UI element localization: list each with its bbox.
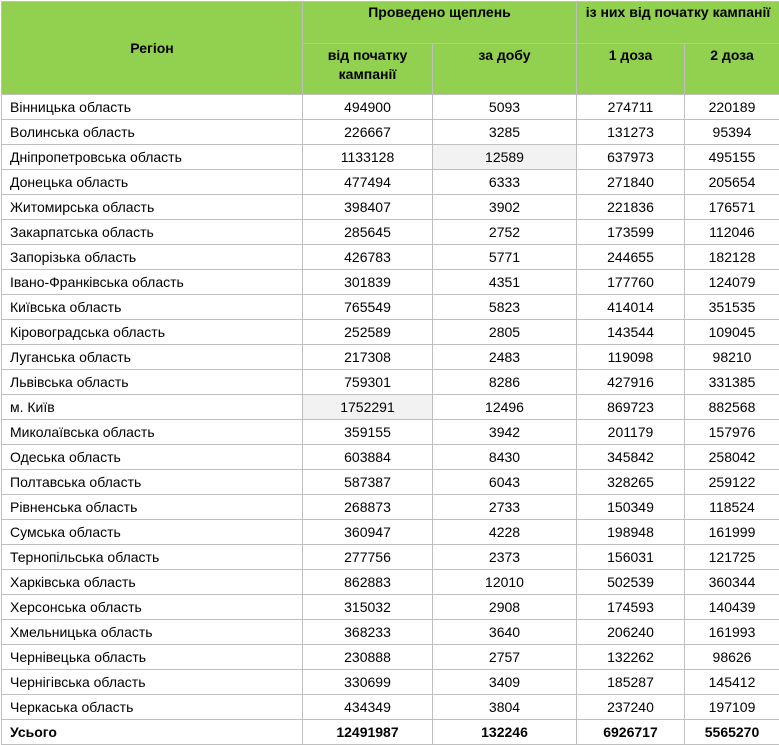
table-row — [2, 370, 779, 395]
cell-region: Львівська область — [2, 370, 303, 395]
cell-dose1: 150349 — [577, 495, 685, 520]
cell-since-start: 426783 — [303, 245, 433, 270]
cell-dose1: 185287 — [577, 670, 685, 695]
cell-per-day: 4351 — [433, 270, 577, 295]
cell-dose2: 205654 — [685, 170, 779, 195]
cell-dose1: 502539 — [577, 570, 685, 595]
cell-per-day: 5771 — [433, 245, 577, 270]
cell-region: Чернігівська область — [2, 670, 303, 695]
header-vaccinations: Проведено щеплень — [303, 2, 577, 44]
cell-dose2: 112046 — [685, 220, 779, 245]
total-cell-dose2: 5565270 — [685, 720, 779, 745]
cell-since-start: 862883 — [303, 570, 433, 595]
cell-dose1: 345842 — [577, 445, 685, 470]
table-row — [2, 420, 779, 445]
table-row — [2, 570, 779, 595]
cell-dose2: 118524 — [685, 495, 779, 520]
cell-per-day: 8286 — [433, 370, 577, 395]
cell-region: Тернопільська область — [2, 545, 303, 570]
cell-since-start: 759301 — [303, 370, 433, 395]
cell-per-day: 2757 — [433, 645, 577, 670]
cell-per-day: 3804 — [433, 695, 577, 720]
cell-per-day: 3409 — [433, 670, 577, 695]
cell-dose1: 131273 — [577, 120, 685, 145]
header-dose1: 1 доза — [577, 44, 685, 95]
cell-per-day: 8430 — [433, 445, 577, 470]
cell-since-start: 315032 — [303, 595, 433, 620]
cell-region: Житомирська область — [2, 195, 303, 220]
cell-dose2: 98210 — [685, 345, 779, 370]
cell-per-day: 3285 — [433, 120, 577, 145]
table-row — [2, 95, 779, 120]
cell-since-start: 301839 — [303, 270, 433, 295]
cell-dose1: 237240 — [577, 695, 685, 720]
table-row — [2, 120, 779, 145]
cell-per-day: 2752 — [433, 220, 577, 245]
cell-region: Київська область — [2, 295, 303, 320]
table-row — [2, 245, 779, 270]
cell-dose2: 360344 — [685, 570, 779, 595]
cell-region: Луганська область — [2, 345, 303, 370]
cell-dose1: 156031 — [577, 545, 685, 570]
cell-dose1: 173599 — [577, 220, 685, 245]
cell-dose2: 220189 — [685, 95, 779, 120]
cell-region: Чернівецька область — [2, 645, 303, 670]
table-row — [2, 170, 779, 195]
cell-per-day: 5823 — [433, 295, 577, 320]
cell-since-start: 398407 — [303, 195, 433, 220]
cell-since-start: 587387 — [303, 470, 433, 495]
cell-since-start: 252589 — [303, 320, 433, 345]
cell-dose2: 176571 — [685, 195, 779, 220]
cell-region: Запорізька область — [2, 245, 303, 270]
cell-region: Харківська область — [2, 570, 303, 595]
cell-region: Рівненська область — [2, 495, 303, 520]
table-row — [2, 670, 779, 695]
table-row — [2, 495, 779, 520]
cell-dose2: 98626 — [685, 645, 779, 670]
table-row — [2, 270, 779, 295]
cell-region: Хмельницька область — [2, 620, 303, 645]
cell-dose1: 274711 — [577, 95, 685, 120]
cell-since-start: 1133128 — [303, 145, 433, 170]
cell-region: Сумська область — [2, 520, 303, 545]
cell-dose2: 351535 — [685, 295, 779, 320]
table-row — [2, 195, 779, 220]
header-per-day: за добу — [433, 44, 577, 95]
table-row — [2, 645, 779, 670]
header-region: Регіон — [2, 2, 303, 95]
cell-since-start: 494900 — [303, 95, 433, 120]
cell-dose2: 109045 — [685, 320, 779, 345]
total-cell-region: Усього — [2, 720, 303, 745]
cell-region: Полтавська область — [2, 470, 303, 495]
cell-region: Вінницька область — [2, 95, 303, 120]
cell-region: Волинська область — [2, 120, 303, 145]
cell-dose1: 869723 — [577, 395, 685, 420]
cell-per-day: 12496 — [433, 395, 577, 420]
table-row — [2, 620, 779, 645]
cell-dose2: 124079 — [685, 270, 779, 295]
header-row-top — [2, 2, 779, 44]
cell-per-day: 2373 — [433, 545, 577, 570]
cell-per-day: 2908 — [433, 595, 577, 620]
cell-since-start: 603884 — [303, 445, 433, 470]
cell-since-start: 330699 — [303, 670, 433, 695]
cell-dose2: 161999 — [685, 520, 779, 545]
cell-since-start: 1752291 — [303, 395, 433, 420]
cell-since-start: 230888 — [303, 645, 433, 670]
cell-dose1: 328265 — [577, 470, 685, 495]
cell-since-start: 277756 — [303, 545, 433, 570]
cell-region: Донецька область — [2, 170, 303, 195]
cell-dose1: 201179 — [577, 420, 685, 445]
header-of-which: із них від початку кампанії — [577, 2, 779, 44]
cell-per-day: 2733 — [433, 495, 577, 520]
cell-region: Миколаївська область — [2, 420, 303, 445]
table-row — [2, 470, 779, 495]
cell-dose1: 198948 — [577, 520, 685, 545]
cell-region: Кіровоградська область — [2, 320, 303, 345]
cell-since-start: 434349 — [303, 695, 433, 720]
cell-dose1: 221836 — [577, 195, 685, 220]
cell-since-start: 285645 — [303, 220, 433, 245]
total-cell-since-start: 12491987 — [303, 720, 433, 745]
cell-dose1: 177760 — [577, 270, 685, 295]
cell-since-start: 226667 — [303, 120, 433, 145]
cell-dose2: 197109 — [685, 695, 779, 720]
table-row — [2, 695, 779, 720]
cell-dose1: 174593 — [577, 595, 685, 620]
cell-dose1: 206240 — [577, 620, 685, 645]
cell-dose2: 882568 — [685, 395, 779, 420]
total-row — [2, 720, 779, 745]
cell-dose2: 495155 — [685, 145, 779, 170]
cell-region: м. Київ — [2, 395, 303, 420]
cell-region: Херсонська область — [2, 595, 303, 620]
table-row — [2, 395, 779, 420]
table-row — [2, 220, 779, 245]
cell-dose2: 95394 — [685, 120, 779, 145]
cell-dose2: 161993 — [685, 620, 779, 645]
table-row — [2, 295, 779, 320]
cell-dose2: 259122 — [685, 470, 779, 495]
cell-dose2: 331385 — [685, 370, 779, 395]
table-row — [2, 595, 779, 620]
cell-per-day: 2805 — [433, 320, 577, 345]
vaccination-table — [1, 1, 779, 745]
cell-dose1: 271840 — [577, 170, 685, 195]
total-cell-per-day: 132246 — [433, 720, 577, 745]
cell-region: Дніпропетровська область — [2, 145, 303, 170]
table-header — [2, 2, 779, 95]
cell-dose1: 143544 — [577, 320, 685, 345]
cell-region: Закарпатська область — [2, 220, 303, 245]
cell-per-day: 6333 — [433, 170, 577, 195]
cell-dose1: 132262 — [577, 645, 685, 670]
cell-since-start: 217308 — [303, 345, 433, 370]
cell-dose2: 182128 — [685, 245, 779, 270]
cell-dose2: 140439 — [685, 595, 779, 620]
cell-dose2: 121725 — [685, 545, 779, 570]
cell-per-day: 5093 — [433, 95, 577, 120]
cell-per-day: 3640 — [433, 620, 577, 645]
cell-dose2: 258042 — [685, 445, 779, 470]
cell-since-start: 765549 — [303, 295, 433, 320]
cell-dose2: 145412 — [685, 670, 779, 695]
cell-per-day: 2483 — [433, 345, 577, 370]
cell-per-day: 3942 — [433, 420, 577, 445]
cell-region: Івано-Франківська область — [2, 270, 303, 295]
table-row — [2, 545, 779, 570]
table-body — [2, 95, 779, 745]
header-dose2: 2 доза — [685, 44, 779, 95]
cell-per-day: 3902 — [433, 195, 577, 220]
cell-region: Одеська область — [2, 445, 303, 470]
cell-dose2: 157976 — [685, 420, 779, 445]
table-row — [2, 520, 779, 545]
cell-dose1: 414014 — [577, 295, 685, 320]
cell-per-day: 12589 — [433, 145, 577, 170]
cell-dose1: 119098 — [577, 345, 685, 370]
table-row — [2, 320, 779, 345]
cell-since-start: 360947 — [303, 520, 433, 545]
cell-per-day: 6043 — [433, 470, 577, 495]
cell-since-start: 268873 — [303, 495, 433, 520]
header-since-start: від початку кампанії — [303, 44, 433, 95]
table-row — [2, 145, 779, 170]
cell-dose1: 427916 — [577, 370, 685, 395]
total-cell-dose1: 6926717 — [577, 720, 685, 745]
table-row — [2, 345, 779, 370]
cell-per-day: 4228 — [433, 520, 577, 545]
cell-dose1: 244655 — [577, 245, 685, 270]
cell-dose1: 637973 — [577, 145, 685, 170]
cell-per-day: 12010 — [433, 570, 577, 595]
cell-since-start: 477494 — [303, 170, 433, 195]
cell-since-start: 368233 — [303, 620, 433, 645]
cell-since-start: 359155 — [303, 420, 433, 445]
cell-region: Черкаська область — [2, 695, 303, 720]
table-row — [2, 445, 779, 470]
